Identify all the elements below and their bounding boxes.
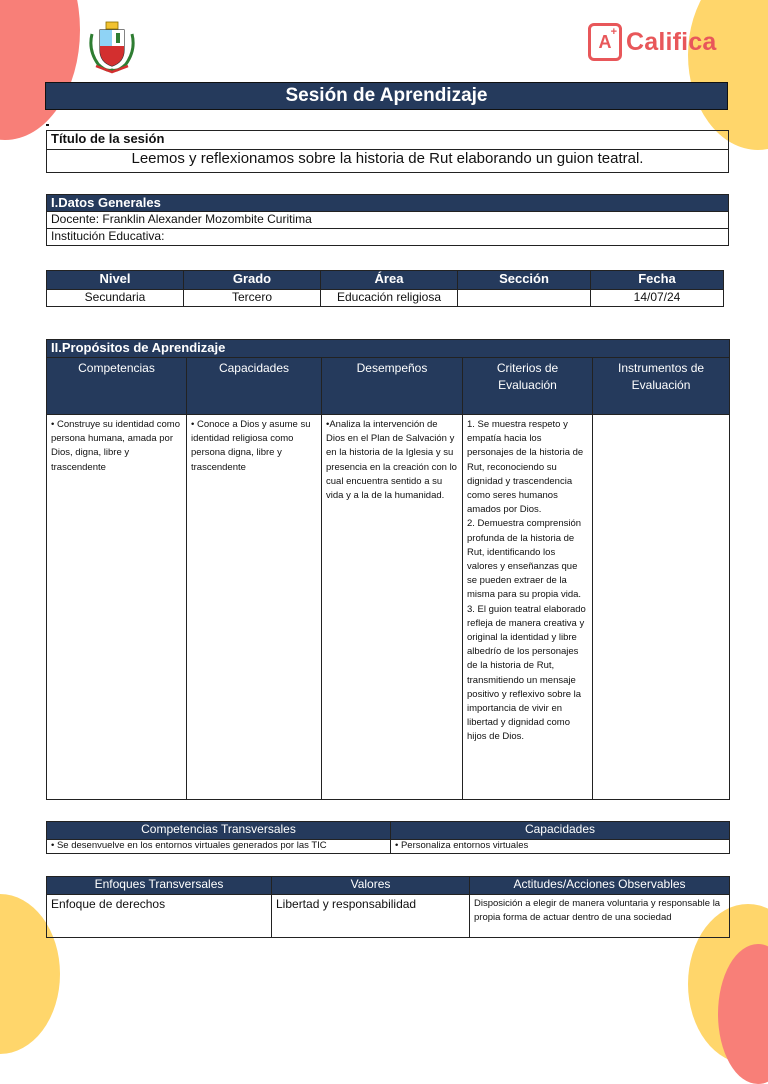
purposes-table bbox=[46, 339, 730, 800]
area-value: Educación religiosa bbox=[321, 290, 458, 307]
section-value bbox=[458, 290, 591, 307]
level-header: Nivel bbox=[47, 271, 184, 290]
session-title-label: Título de la sesión bbox=[47, 131, 729, 150]
transversal-capacities-header: Capacidades bbox=[391, 822, 730, 840]
approaches-header: Enfoques Transversales bbox=[47, 877, 272, 895]
date-value: 14/07/24 bbox=[591, 290, 724, 307]
performances-cell: •Analiza la intervención de Dios en el Plan de Salvación y en la historia de la Iglesia y su presencia en la creación con lo cual encuentra sentido a su vida y a la de la humanidad. bbox=[322, 415, 463, 800]
performances-header: Desempeños bbox=[322, 358, 463, 415]
grade-value: Tercero bbox=[184, 290, 321, 307]
section-header: Sección bbox=[458, 271, 591, 290]
califica-logo bbox=[588, 20, 717, 64]
instruments-cell bbox=[593, 415, 730, 800]
general-data-heading: I.Datos Generales bbox=[47, 195, 729, 212]
capacities-cell: • Conoce a Dios y asume su identidad religiosa como persona digna, libre y trascendente bbox=[187, 415, 322, 800]
date-header: Fecha bbox=[591, 271, 724, 290]
session-title-table bbox=[46, 130, 729, 173]
transversal-capacity-value: • Personaliza entornos virtuales bbox=[391, 840, 730, 854]
values-value: Libertad y responsabilidad bbox=[272, 895, 470, 938]
level-table bbox=[46, 270, 724, 307]
level-value: Secundaria bbox=[47, 290, 184, 307]
transversal-approaches-table bbox=[46, 876, 730, 938]
competencies-header: Competencias bbox=[47, 358, 187, 415]
transversal-competencies-header: Competencias Transversales bbox=[47, 822, 391, 840]
transversal-competency-value: • Se desenvuelve en los entornos virtuales generados por las TIC bbox=[47, 840, 391, 854]
general-data-table bbox=[46, 194, 729, 246]
peru-coat-of-arms-icon bbox=[86, 20, 138, 74]
califica-logo-mark: A + bbox=[588, 23, 622, 61]
session-title-value: Leemos y reflexionamos sobre la historia de Rut elaborando un guion teatral. bbox=[47, 150, 729, 173]
page-title: Sesión de Aprendizaje bbox=[45, 82, 728, 110]
approach-value: Enfoque de derechos bbox=[47, 895, 272, 938]
competencies-cell: • Construye su identidad como persona humana, amada por Dios, digna, libre y trascendente bbox=[47, 415, 187, 800]
capacities-header: Capacidades bbox=[187, 358, 322, 415]
small-mark bbox=[46, 124, 49, 126]
institution-field: Institución Educativa: bbox=[47, 229, 729, 246]
grade-header: Grado bbox=[184, 271, 321, 290]
decor-blob-top-left bbox=[0, 0, 80, 140]
criterion-item: 1. Se muestra respeto y empatía hacia los personajes de la historia de Rut, reconociendo su dignidad y trascendencia como seres humanos amados por Dios. bbox=[467, 419, 584, 516]
teacher-field: Docente: Franklin Alexander Mozombite Curitima bbox=[47, 212, 729, 229]
criterion-item: 2. Demuestra comprensión profunda de la historia de Rut, identificando los valores y enseñanzas que se pueden extraer de la misma para su propia vida. bbox=[467, 518, 582, 601]
criteria-header: Criterios de Evaluación bbox=[463, 358, 593, 415]
values-header: Valores bbox=[272, 877, 470, 895]
califica-logo-text: Califica bbox=[626, 27, 717, 56]
attitudes-header: Actitudes/Acciones Observables bbox=[470, 877, 730, 895]
criteria-cell bbox=[463, 415, 593, 800]
attitudes-value: Disposición a elegir de manera voluntaria y responsable la propia forma de actuar dentro de una sociedad bbox=[470, 895, 730, 938]
area-header: Área bbox=[321, 271, 458, 290]
purposes-heading: II.Propósitos de Aprendizaje bbox=[47, 340, 730, 358]
instruments-header: Instrumentos de Evaluación bbox=[593, 358, 730, 415]
transversal-competencies-table bbox=[46, 821, 730, 854]
criterion-item: 3. El guion teatral elaborado refleja de manera creativa y original la identidad y libre albedrío de los personajes de la historia de Rut, transmitiendo un mensaje positivo y reflexivo sobre la importancia de vivir en libertad y dignidad como hijos de Dios. bbox=[467, 603, 586, 743]
